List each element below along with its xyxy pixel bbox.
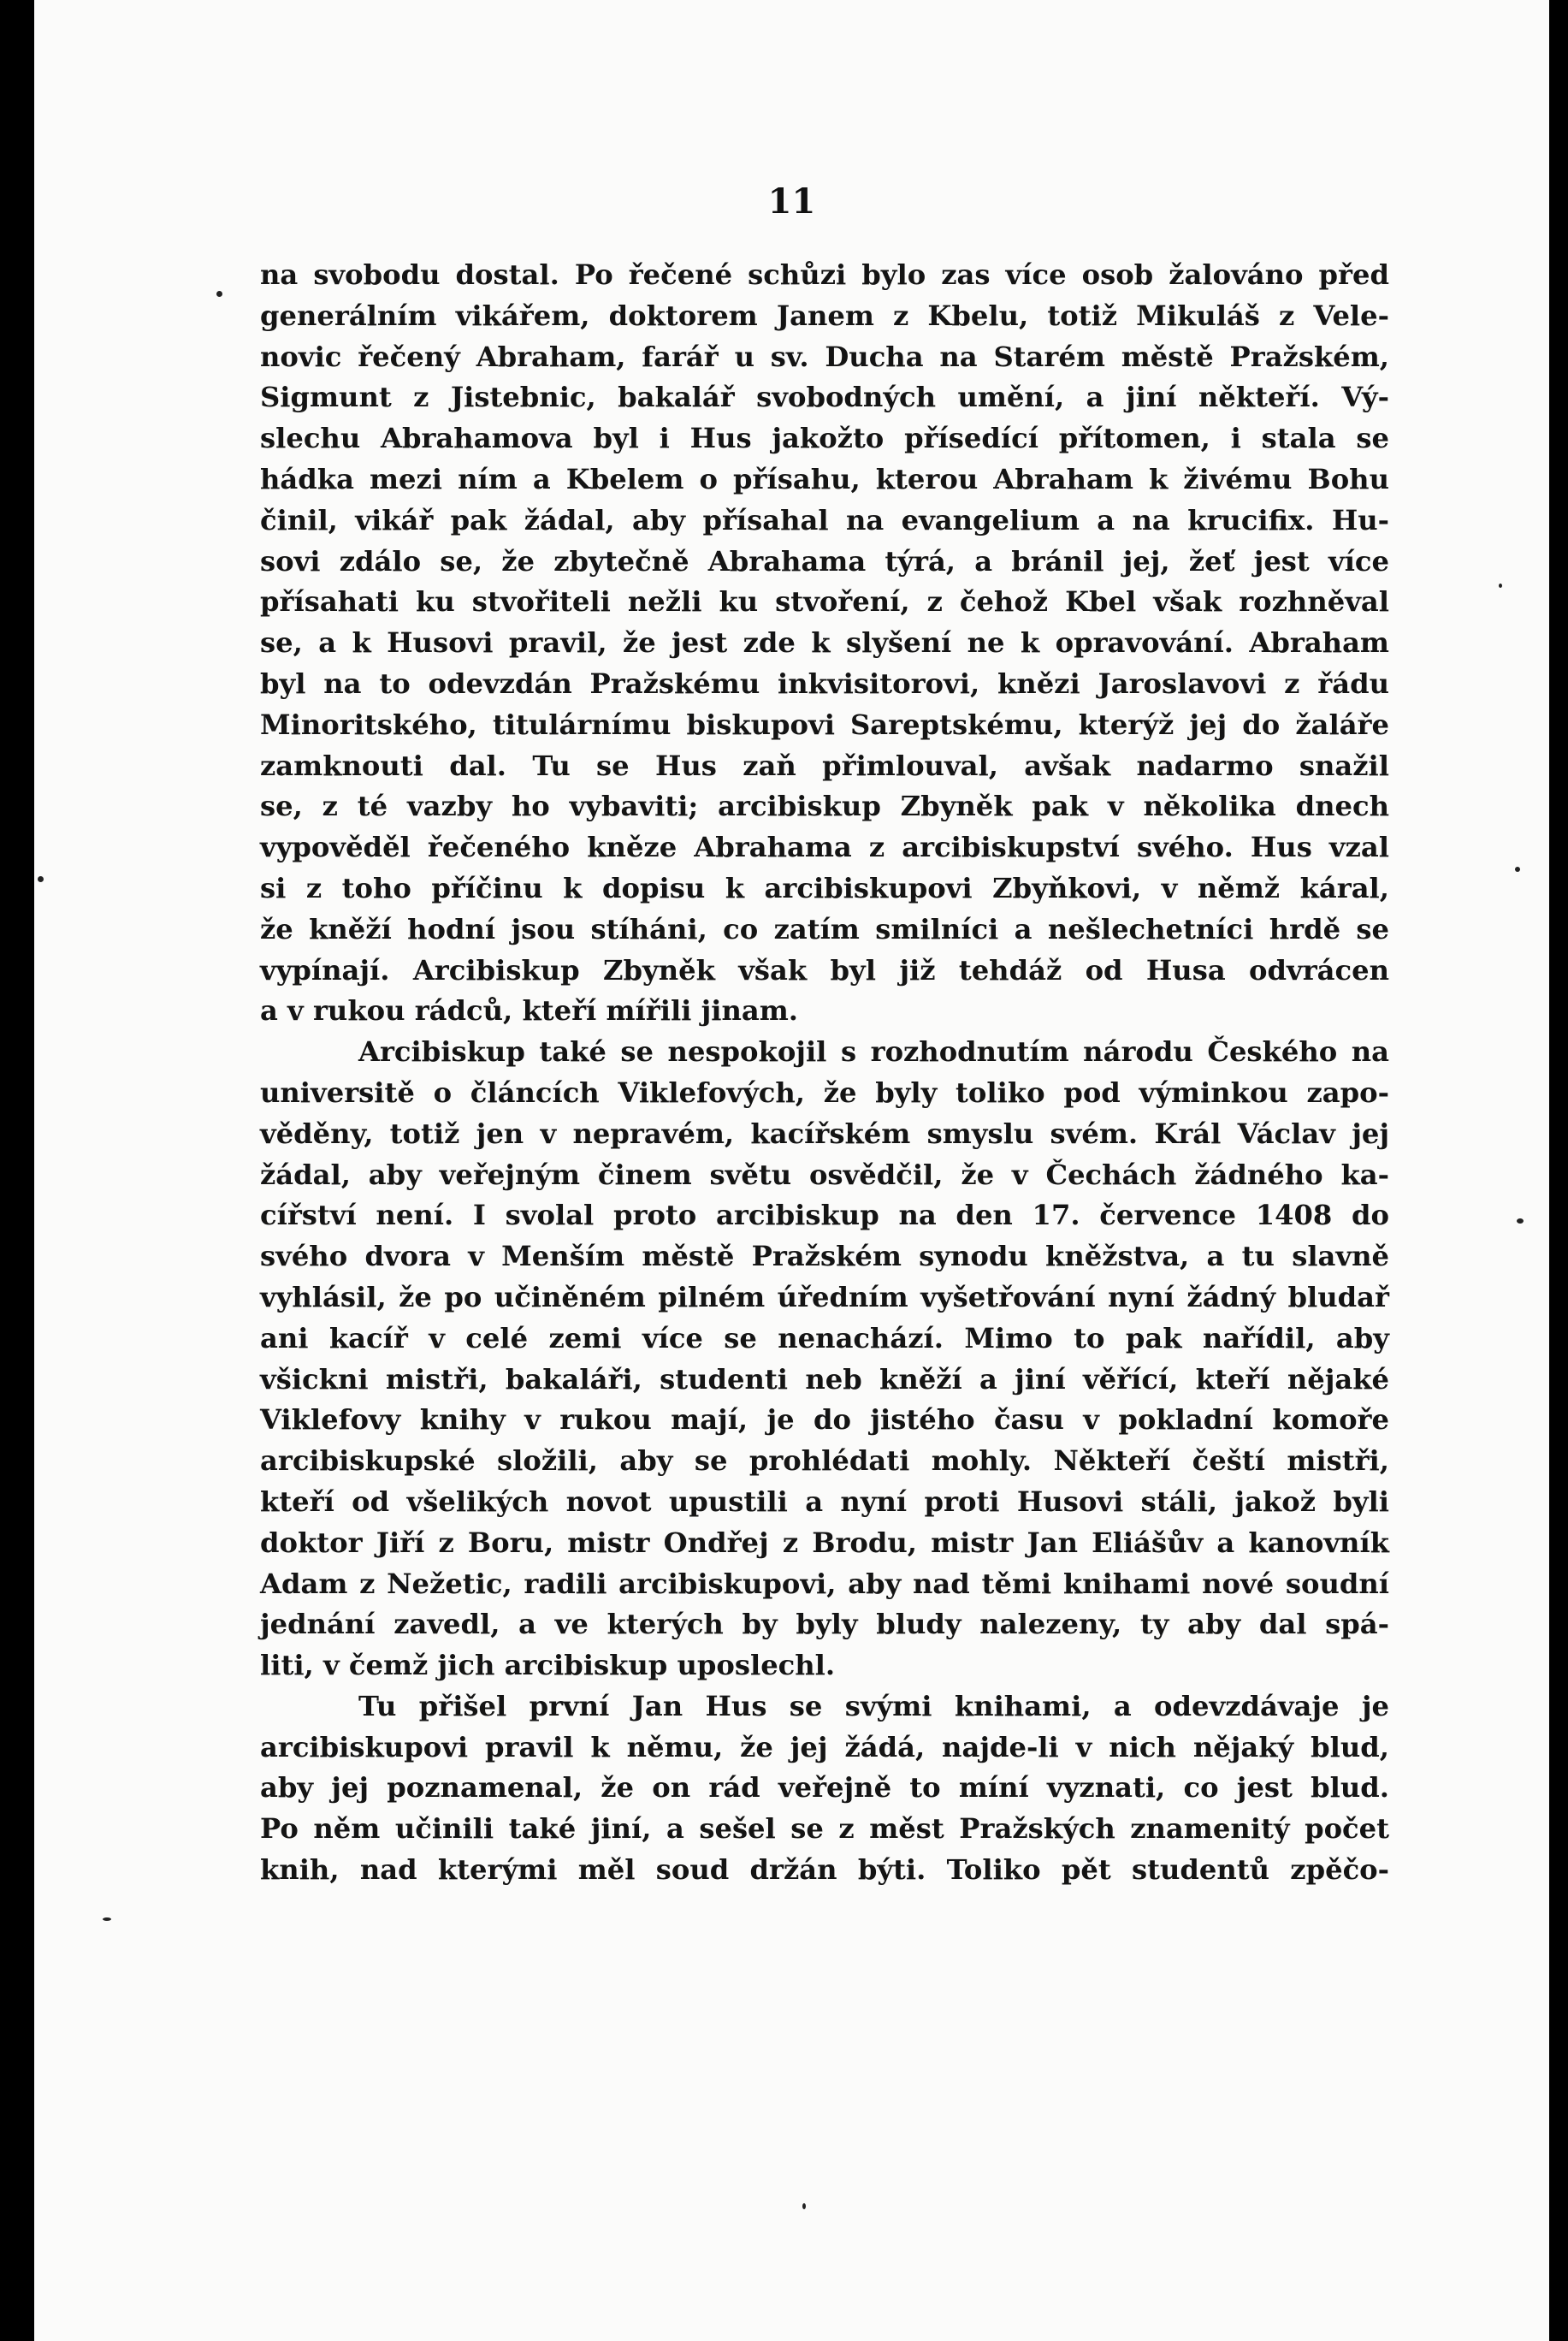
text-line: doktor Jiří z Boru, mistr Ondřej z Brodu, mistr Jan Eliášův a kanovník <box>260 1526 1389 1559</box>
text-line: činil, vikář pak žádal, aby přísahal na evangelium a na krucifix. Hu- <box>260 503 1389 536</box>
text-line: kteří od všelikých novot upustili a nyní proti Husovi stáli, jakož byli <box>260 1485 1389 1518</box>
text-line: byl na to odevzdán Pražskému inkvisitorovi, knězi Jaroslavovi z řádu <box>260 667 1389 700</box>
text-line: se, z té vazby ho vybaviti; arcibiskup Zbyněk pak v několika dnech <box>260 790 1389 823</box>
text-line: ani kacíř v celé zemi více se nenachází. Mimo to pak nařídil, aby <box>260 1321 1389 1354</box>
text-line: svého dvora v Menším městě Pražském synodu kněžstva, a tu slavně <box>260 1240 1389 1273</box>
paragraph-last-line: a v rukou rádců, kteří mířili jinam. <box>260 994 799 1028</box>
body-text <box>260 255 1389 1891</box>
text-line: všickni mistři, bakaláři, studenti neb kněží a jiní věřící, kteří nějaké <box>260 1362 1389 1396</box>
paragraph-first-line: Tu přišel první Jan Hus se svými knihami, a odevzdávaje je <box>358 1689 1389 1722</box>
scan-speck <box>1515 867 1520 872</box>
text-line: zamknouti dal. Tu se Hus zaň přimlouval, avšak nadarmo snažil <box>260 749 1389 782</box>
text-line: na svobodu dostal. Po řečené schůzi bylo zas více osob žalováno před <box>260 258 1389 291</box>
text-line: si z toho příčinu k dopisu k arcibiskupovi Zbyňkovi, v němž káral, <box>260 871 1389 904</box>
scan-speck <box>38 876 44 882</box>
scan-speck <box>216 291 222 297</box>
text-line: přísahati ku stvořiteli nežli ku stvoření, z čehož Kbel však rozhněval <box>260 585 1389 619</box>
text-line: Sigmunt z Jistebnic, bakalář svobodných umění, a jiní někteří. Vý- <box>260 381 1389 414</box>
text-line: Viklefovy knihy v rukou mají, je do jistého času v pokladní komoře <box>260 1403 1389 1437</box>
text-line: universitě o článcích Viklefových, že byly toliko pod výminkou zapo- <box>260 1076 1389 1109</box>
scan-speck <box>103 1917 111 1921</box>
scan-right-border <box>1549 0 1568 2341</box>
page-number: 11 <box>767 181 816 222</box>
paragraph-first-line: Arcibiskup také se nespokojil s rozhodnutím národu Českého na <box>358 1035 1389 1069</box>
text-line: že kněží hodní jsou stíháni, co zatím smilníci a nešlechetníci hrdě se <box>260 912 1389 945</box>
text-line: hádka mezi ním a Kbelem o přísahu, kterou Abraham k živému Bohu <box>260 462 1389 495</box>
book-page <box>34 0 1549 2341</box>
text-line: vypověděl řečeného kněze Abrahama z arcibiskupství svého. Hus vzal <box>260 831 1389 864</box>
text-line: Po něm učinili také jiní, a sešel se z měst Pražských znamenitý počet <box>260 1812 1389 1846</box>
scan-speck <box>1499 584 1502 588</box>
text-line: cířství není. I svolal proto arcibiskup na den 17. července 1408 do <box>260 1199 1389 1232</box>
text-line: Adam z Nežetic, radili arcibiskupovi, aby nad těmi knihami nové soudní <box>260 1567 1389 1600</box>
scan-left-border <box>0 0 34 2341</box>
text-line: žádal, aby veřejným činem světu osvědčil, že v Čechách žádného ka- <box>260 1158 1389 1191</box>
text-line: knih, nad kterými měl soud držán býti. Toliko pět studentů zpěčo- <box>260 1853 1389 1887</box>
text-line: aby jej poznamenal, že on rád veřejně to míní vyznati, co jest blud. <box>260 1771 1389 1805</box>
text-line: generálním vikářem, doktorem Janem z Kbelu, totiž Mikuláš z Vele- <box>260 299 1389 332</box>
text-line: arcibiskupské složili, aby se prohlédati mohly. Někteří čeští mistři, <box>260 1444 1389 1478</box>
text-line: arcibiskupovi pravil k němu, že jej žádá, najde-li v nich nějaký blud, <box>260 1730 1389 1763</box>
text-line: sovi zdálo se, že zbytečně Abrahama týrá, a bránil jej, žeť jest více <box>260 544 1389 578</box>
text-line: se, a k Husovi pravil, že jest zde k slyšení ne k opravování. Abraham <box>260 626 1389 660</box>
text-line: jednání zavedl, a ve kterých by byly bludy nalezeny, ty aby dal spá- <box>260 1608 1389 1641</box>
text-line: vypínají. Arcibiskup Zbyněk však byl již tehdáž od Husa odvrácen <box>260 953 1389 987</box>
paragraph-last-line: liti, v čemž jich arcibiskup uposlechl. <box>260 1649 836 1682</box>
text-line: věděny, totiž jen v nepravém, kacířském smyslu svém. Král Václav jej <box>260 1117 1389 1150</box>
scan-speck <box>802 2203 806 2209</box>
text-line: novic řečený Abraham, farář u sv. Ducha na Starém městě Pražském, <box>260 340 1389 373</box>
text-line: slechu Abrahamova byl i Hus jakožto přísedící přítomen, i stala se <box>260 422 1389 455</box>
text-line: Minoritského, titulárnímu biskupovi Sareptskému, kterýž jej do žaláře <box>260 708 1389 741</box>
scan-speck <box>1517 1218 1524 1224</box>
text-line: vyhlásil, že po učiněném pilném úředním vyšetřování nyní žádný bludař <box>260 1280 1389 1313</box>
